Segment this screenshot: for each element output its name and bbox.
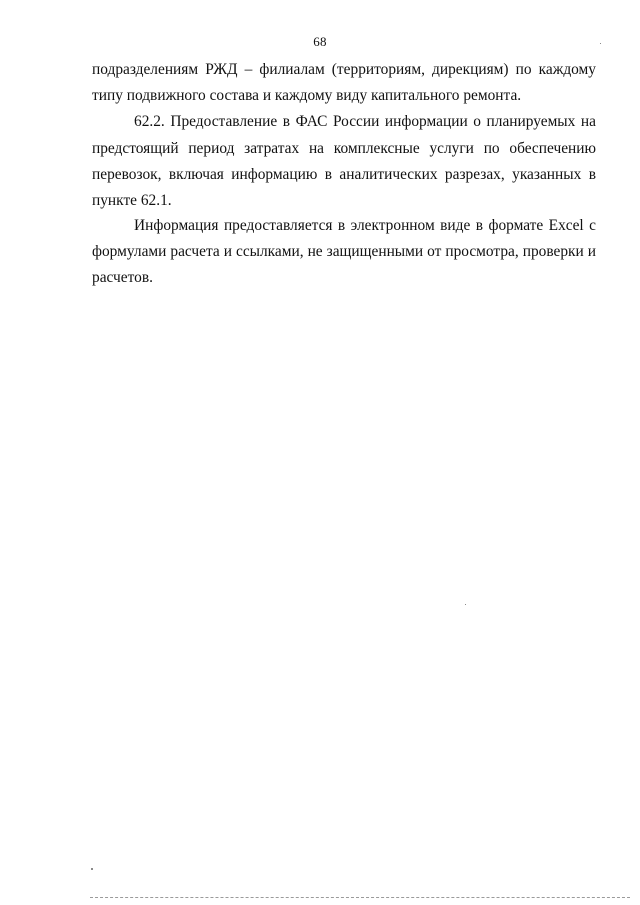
text-line: предстоящий период затратах на комплексные услуги по обеспечению [92, 140, 596, 157]
scan-speck [465, 604, 466, 605]
text-line: подразделениям РЖД – филиалам (территориям, дирекциям) по каждому [92, 61, 596, 78]
text-line: расчетов. [92, 269, 153, 286]
page-number: 68 [313, 34, 327, 49]
text-line: 62.2. Предоставление в ФАС России информации о планируемых на [134, 113, 596, 130]
footer-rule [90, 897, 630, 898]
text-line: перевозок, включая информацию в аналитических разрезах, указанных в [92, 166, 596, 183]
scan-speck [600, 43, 601, 44]
text-line: формулами расчета и ссылками, не защищенными от просмотра, проверки и [92, 243, 596, 260]
text-line: типу подвижного состава и каждому виду капитального ремонта. [92, 87, 522, 104]
text-line: пункте 62.1. [92, 192, 172, 209]
text-line: Информация предоставляется в электронном виде в формате Excel с [134, 217, 596, 234]
scan-speck [91, 868, 93, 870]
